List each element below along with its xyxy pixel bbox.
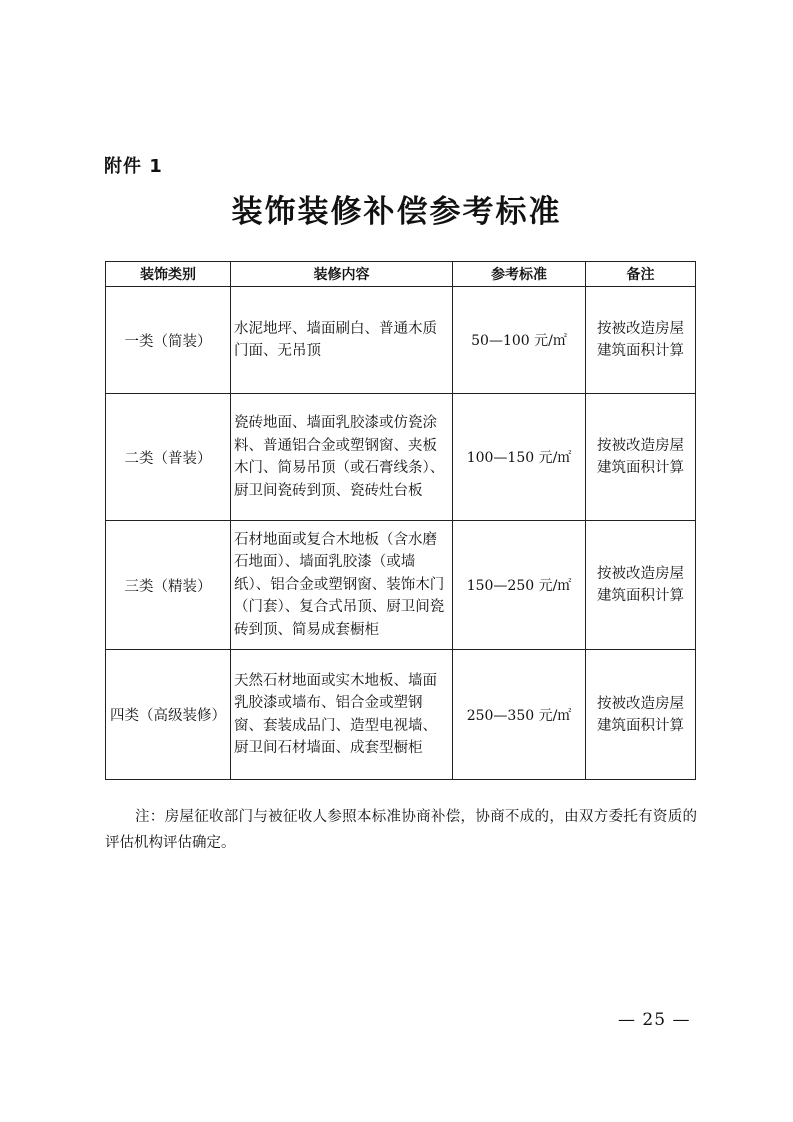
row-content: 瓷砖地面、墙面乳胶漆或仿瓷涂料、普通铝合金或塑钢窗、夹板木门、简易吊顶（或石膏线条）、厨卫间瓷砖到顶、瓷砖灶台板 [231,394,453,521]
row-category: 一类（简装） [106,287,231,394]
table-row [106,650,696,780]
row-category: 二类（普装） [106,394,231,521]
page-number: — 25 — [618,1010,691,1030]
row-note: 按被改造房屋建筑面积计算 [586,287,696,394]
row-category: 三类（精装） [106,521,231,650]
row-content: 水泥地坪、墙面刷白、普通木质门面、无吊顶 [231,287,453,394]
header-category: 装饰类别 [106,262,231,287]
attachment-label: 附件 1 [104,156,163,177]
table-header-row [106,262,696,287]
compensation-table [105,261,696,780]
row-content: 石材地面或复合木地板（含水磨石地面）、墙面乳胶漆（或墙纸）、铝合金或塑钢窗、装饰木门（门套）、复合式吊顶、厨卫间瓷砖到顶、简易成套橱柜 [231,521,453,650]
header-content: 装修内容 [231,262,453,287]
row-note: 按被改造房屋建筑面积计算 [586,394,696,521]
table-row [106,287,696,394]
row-price: 50—100 元/㎡ [453,287,586,394]
row-note: 按被改造房屋建筑面积计算 [586,521,696,650]
row-category: 四类（高级装修） [106,650,231,780]
row-price: 250—350 元/㎡ [453,650,586,780]
footnote: 注：房屋征收部门与被征收人参照本标准协商补偿，协商不成的，由双方委托有资质的评估机构评估确定。 [105,809,697,851]
row-price: 150—250 元/㎡ [453,521,586,650]
header-note: 备注 [586,262,696,287]
page-title: 装饰装修补偿参考标准 [231,194,562,230]
header-price: 参考标准 [453,262,586,287]
row-content: 天然石材地面或实木地板、墙面乳胶漆或墙布、铝合金或塑钢窗、套装成品门、造型电视墙、厨卫间石材墙面、成套型橱柜 [231,650,453,780]
table-row [106,521,696,650]
table-row [106,394,696,521]
row-note: 按被改造房屋建筑面积计算 [586,650,696,780]
row-price: 100—150 元/㎡ [453,394,586,521]
